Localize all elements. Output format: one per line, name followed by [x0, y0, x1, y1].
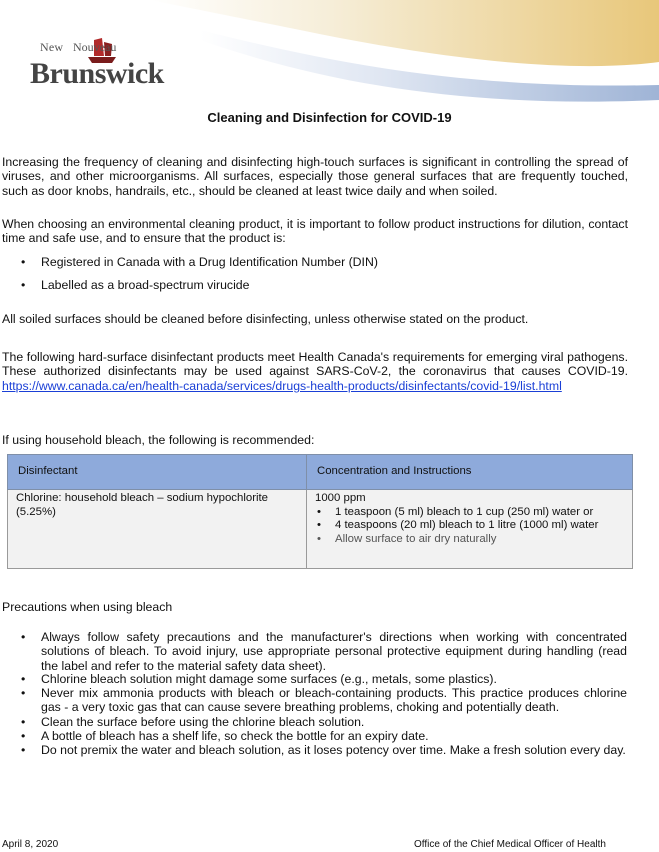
list-item: • Labelled as a broad-spectrum virucide — [21, 278, 250, 292]
intro-paragraph-1: Increasing the frequency of cleaning and disinfecting high-touch surfaces is significant in controlling the spread of viruses, and other microorganisms. All surfaces, especially those general surfaces that are frequently touched, such as door knobs, handrails, etc., should be cleaned at least twice daily and when soiled. — [2, 155, 628, 198]
bullet-icon: • — [21, 715, 26, 729]
list-item: • Always follow safety precautions and the manufacturer's directions when working with concentrated solutions of bleach. To avoid injury, use appropriate personal protective equipment during handling (read the label and refer to the material safety data sheet). — [21, 630, 627, 673]
table-cell-concentration — [307, 490, 633, 569]
list-item: • Allow surface to air dry naturally — [315, 533, 624, 547]
table-row — [8, 490, 633, 569]
list-item: • Registered in Canada with a Drug Identification Number (DIN) — [21, 255, 378, 269]
list-item: • A bottle of bleach has a shelf life, so check the bottle for an expiry date. — [21, 729, 429, 743]
list-item: • Do not premix the water and bleach solution, as it loses potency over time. Make a fresh solution every day. — [21, 743, 626, 757]
health-canada-paragraph: The following hard-surface disinfectant products meet Health Canada's requirements for emerging viral pathogens. These authorized disinfectants may be used against SARS-CoV-2, the coronavirus that causes COVID-19. https://www.canada.ca/en/health-canada/services/drugs-health-products/disinfectants/covid-19/list.html — [2, 350, 628, 393]
list-item: • 4 teaspoons (20 ml) bleach to 1 litre (1000 ml) water — [315, 519, 624, 533]
logo-text-nouveau: Nouveau — [73, 40, 117, 54]
health-canada-link[interactable]: https://www.canada.ca/en/health-canada/services/drugs-health-products/disinfectants/covid-19/list.html — [2, 378, 562, 393]
instruction-list — [315, 506, 624, 547]
list-item: • 1 teaspoon (5 ml) bleach to 1 cup (250 ml) water or — [315, 506, 624, 520]
page-title: Cleaning and Disinfection for COVID-19 — [207, 110, 452, 125]
concentration-value: 1000 ppm — [315, 492, 366, 504]
bullet-icon: • — [21, 729, 26, 743]
logo-text-new: New — [40, 40, 64, 54]
bullet-icon: • — [21, 672, 26, 686]
table-header-row — [8, 455, 633, 490]
soiled-note: All soiled surfaces should be cleaned before disinfecting, unless otherwise stated on the product. — [2, 312, 529, 326]
bullet-icon: • — [21, 686, 26, 700]
logo-text-brunswick: Brunswick — [30, 57, 164, 90]
bullet-icon: • — [21, 255, 26, 269]
footer-date: April 8, 2020 — [2, 839, 59, 850]
footer-office: Office of the Chief Medical Officer of Health — [414, 839, 606, 850]
table-header-disinfectant: Disinfectant — [8, 455, 307, 490]
precautions-heading: Precautions when using bleach — [2, 600, 173, 614]
bleach-table — [7, 454, 633, 569]
bleach-intro: If using household bleach, the following is recommended: — [2, 433, 315, 447]
table-cell-disinfectant: Chlorine: household bleach – sodium hypochlorite (5.25%) — [8, 490, 307, 569]
list-item: • Clean the surface before using the chlorine bleach solution. — [21, 715, 365, 729]
bullet-icon: • — [21, 630, 26, 644]
list-item: • Never mix ammonia products with bleach or bleach-containing products. This practice produces chlorine gas - a very toxic gas that can cause severe breathing problems, choking and potentially death. — [21, 686, 627, 715]
bullet-icon: • — [21, 743, 26, 757]
intro-paragraph-2: When choosing an environmental cleaning product, it is important to follow product instructions for dilution, contact time and safe use, and to ensure that the product is: — [2, 217, 628, 246]
list-item: • Chlorine bleach solution might damage some surfaces (e.g., metals, some plastics). — [21, 672, 497, 686]
table-header-concentration: Concentration and Instructions — [307, 455, 633, 490]
bullet-icon: • — [21, 278, 26, 292]
